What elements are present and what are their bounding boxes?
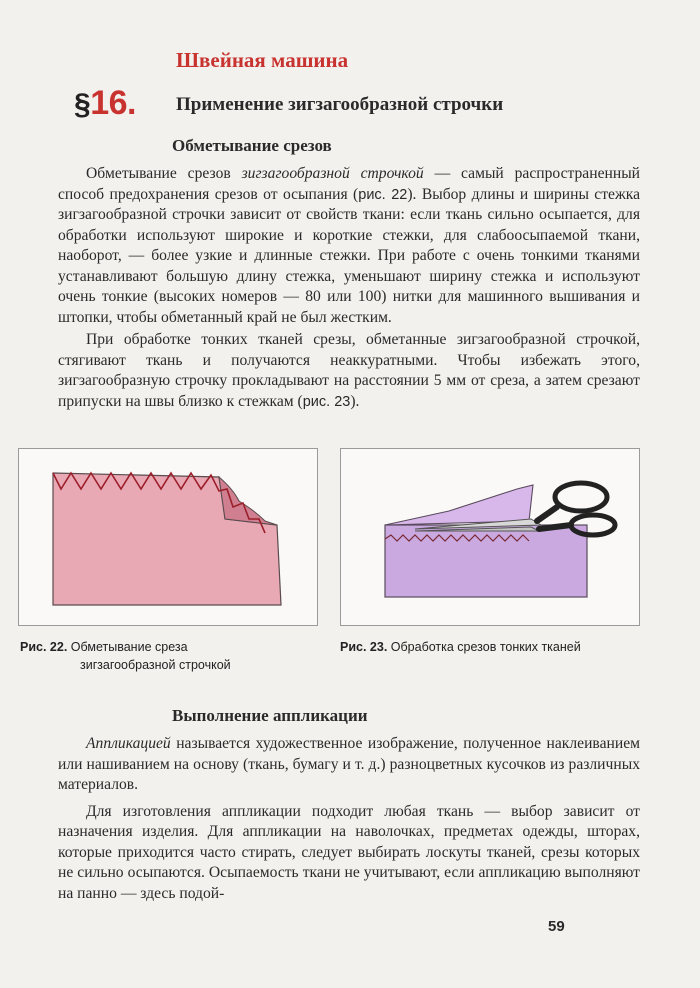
fabric-piece — [53, 473, 281, 605]
figure-23-label: Рис. 23. — [340, 640, 388, 654]
section2-body — [58, 734, 640, 904]
figure-22-caption-line2: зигзагообразной строчкой — [80, 658, 231, 672]
paragraph-sign: § — [74, 88, 91, 121]
figure-22 — [18, 448, 318, 626]
figure-23-caption-text: Обработка срезов тонких тканей — [390, 640, 581, 654]
figure-22-caption — [20, 638, 231, 674]
section-title: Швейная машина — [176, 48, 349, 72]
section1-paragraph-1: Обметывание срезов зигзагообразной строчкой — самый распространенный способ предохранения срезов от осыпания (рис. 22). Выбор длины и ширины стежка зигзагообразной строчки зависит от свойств ткани: если ткань сильно осыпается, для обработки используют широкие и короткие стежки, для слабоосыпаемой ткани, наоборот, — более узкие и длинные стежки. При работе с очень тонкими тканями устанавливают большую длину стежка, уменьшают ширину стежка и используют очень тонкие (высоких номеров — 80 или 100) нитки для машинного вышивания и штопки, чтобы обметанный край не был жестким. — [58, 165, 641, 326]
term-applique: Аппликацией — [86, 735, 171, 752]
paragraph-number — [74, 84, 136, 123]
figure-22-label: Рис. 22. — [20, 640, 68, 654]
figure-23-illustration — [341, 449, 639, 625]
paragraph-title: Применение зигзагообразной строчки — [176, 94, 504, 115]
seam-allowance-strip — [385, 485, 533, 525]
subheading-applique: Выполнение аппликации — [172, 706, 368, 725]
section2-paragraph-1: Аппликацией называется художественное изображение, полученное наклеиванием или нашиванием на основу (ткань, бумагу и т. д.) разноцветных кусочков из различных материалов. — [58, 735, 640, 793]
figure-ref-23: рис. 23 — [302, 393, 351, 410]
section1-body — [58, 164, 640, 412]
section2-paragraph-2: Для изготовления аппликации подходит любая ткань — выбор зависит от назначения изделия. Для аппликации на наволочках, предметах одежды, шторах, которые приходится часто стирать, следует выбирать лоскуты тканей, срезы которых не сильно осыпаются. Осыпаемость ткани не учитывают, если аппликацию выполняют на панно — здесь подой- — [58, 802, 640, 902]
figure-23 — [340, 448, 640, 626]
figure-22-illustration — [19, 449, 317, 625]
figure-22-caption-line1: Обметывание среза — [70, 640, 188, 654]
paragraph-number-value: 16. — [90, 84, 136, 122]
page-number: 59 — [548, 918, 565, 935]
figure-ref-22: рис. 22 — [358, 186, 408, 203]
section1-paragraph-2: При обработке тонких тканей срезы, обметанные зигзагообразной строчкой, стягивают ткань и получаются неаккуратными. Чтобы избежать этого, зигзагообразную строчку прокладывают на расстоянии 5 мм от среза, а затем срезают припуски на швы близко к стежкам (рис. 23). — [58, 331, 640, 410]
figure-23-caption — [340, 638, 581, 656]
term-zigzag: зигзагообразной строчкой — [241, 165, 424, 182]
subheading-overcasting: Обметывание срезов — [172, 136, 332, 155]
